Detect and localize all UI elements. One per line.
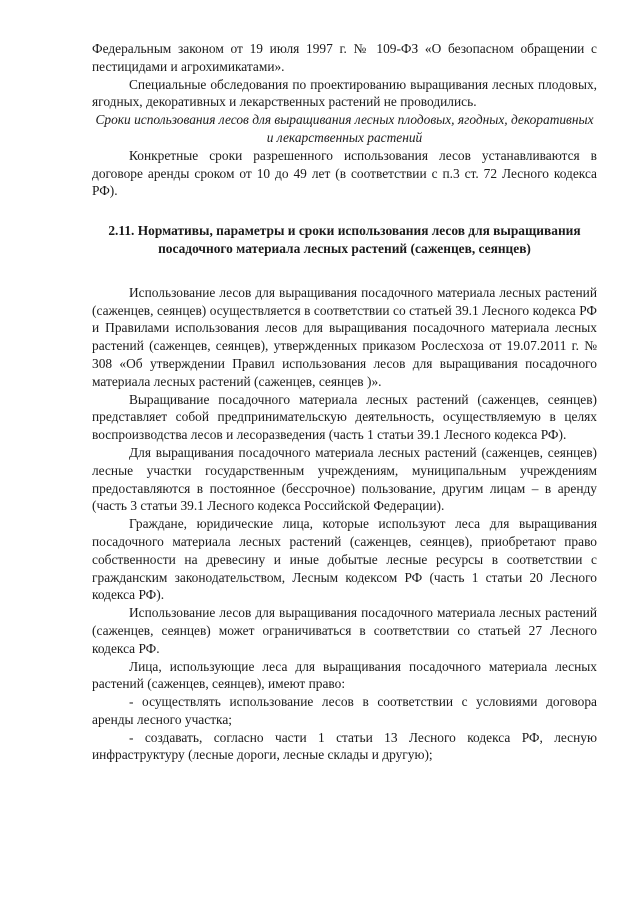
paragraph-main-1: Использование лесов для выращивания посадочного материала лесных растений (саженцев, сеянцев) осуществляется в соответствии со статьей 39.1 Лесного кодекса РФ и Правилами использования лесов для выращивания посадочного материала лесных растений (саженцев, сеянцев), утвержденных приказом Рослесхоза от 19.07.2011 г. № 308 «Об утверждении Правил использования лесов для выращивания посадочного материала лесных растений (саженцев, сеянцев )». [92,284,597,389]
paragraph-surveys: Специальные обследования по проектированию выращивания лесных плодовых, ягодных, декоративных и лекарственных растений не проводились. [92,76,597,110]
list-item-2: - создавать, согласно части 1 статьи 13 Лесного кодекса РФ, лесную инфраструктуру (лесные дороги, лесные склады и другую); [92,729,597,763]
document-page [92,40,597,764]
list-item-1: - осуществлять использование лесов в соответствии с условиями договора аренды лесного участка; [92,694,597,727]
paragraph-main-4: Граждане, юридические лица, которые используют леса для выращивания посадочного материала лесных растений (саженцев, сеянцев), приобретают право собственности на древесину и иные добытые лесные ресурсы в соответствии с гражданским законодательством, Лесным кодексом РФ (часть 1 статьи 20 Лесного кодекса РФ). [92,516,597,603]
paragraph-main-2: Выращивание посадочного материала лесных растений (саженцев, сеянцев) представляет собой предпринимательскую деятельность, осуществляемую в целях воспроизводства лесов и лесоразведения (часть 1 статьи 39.1 Лесного кодекса РФ). [92,391,597,443]
paragraph-main-5: Использование лесов для выращивания посадочного материала лесных растений (саженцев, сеянцев) может ограничиваться в соответствии со статьей 27 Лесного кодекса РФ. [92,605,597,656]
subheading-terms: Сроки использования лесов для выращивания лесных плодовых, ягодных, декоративных и лекарственных растений [95,112,594,145]
paragraph-law-reference: Федеральным законом от 19 июля 1997 г. № 109-ФЗ «О безопасном обращении с пестицидами и агрохимикатами». [92,41,597,74]
paragraph-main-6: Лица, использующие леса для выращивания посадочного материала лесных растений (саженцев, сеянцев), имеют право: [92,658,597,692]
section-heading-2-11: 2.11. Нормативы, параметры и сроки использования лесов для выращивания посадочного материала лесных растений (саженцев, сеянцев) [108,223,581,256]
paragraph-main-3: Для выращивания посадочного материала лесных растений (саженцев, сеянцев) лесные участки государственным учреждениям, муниципальным учреждениям предоставляются в постоянное (бессрочное) пользование, другим лицам – в аренду (часть 3 статьи 39.1 Лесного кодекса Российской Федерации). [92,444,597,514]
paragraph-lease-terms: Конкретные сроки разрешенного использования лесов устанавливаются в договоре аренды сроком от 10 до 49 лет (в соответствии с п.3 ст. 72 Лесного кодекса РФ). [92,147,597,199]
